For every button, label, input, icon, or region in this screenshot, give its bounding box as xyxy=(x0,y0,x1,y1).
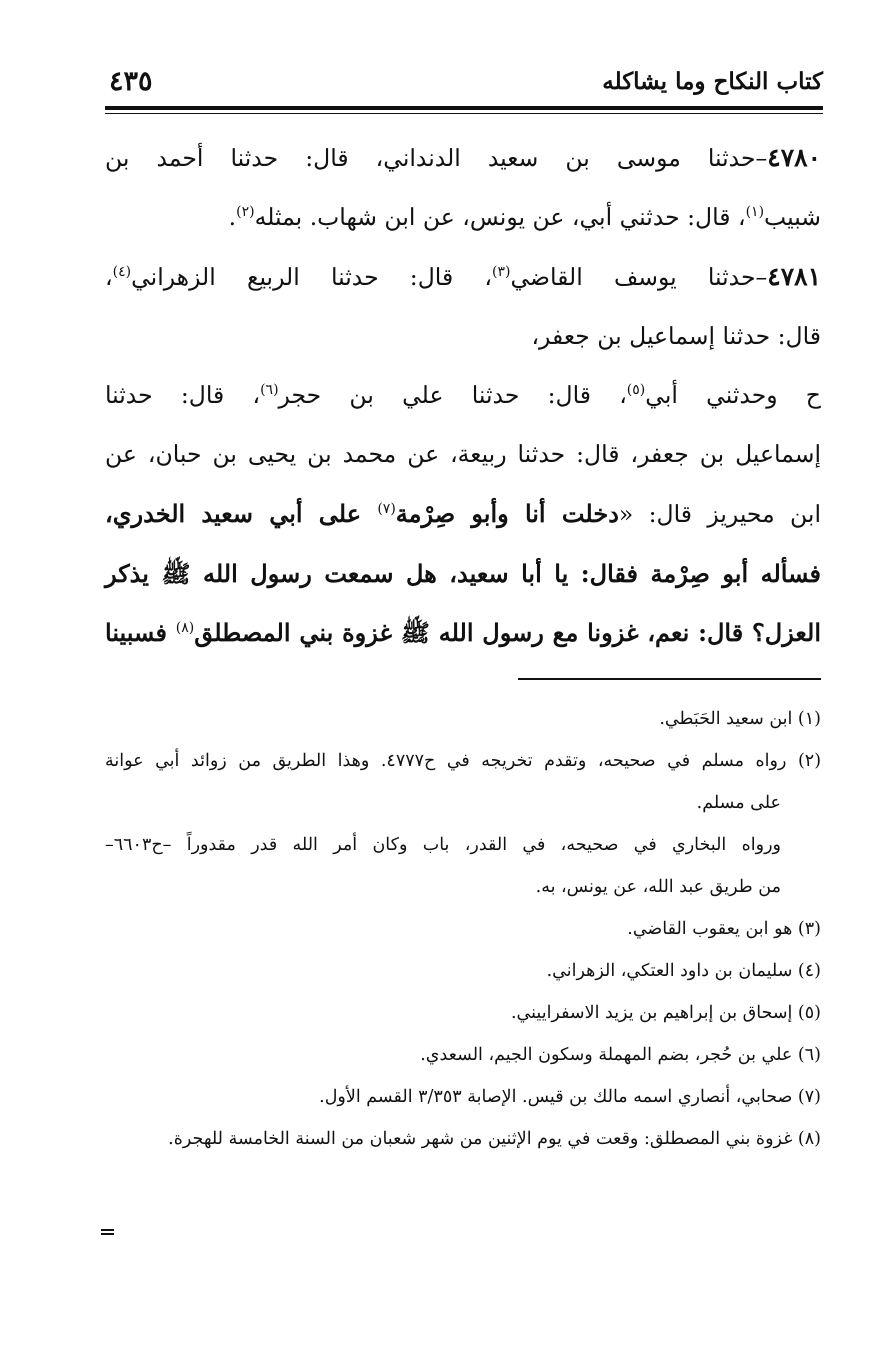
text-line-3 xyxy=(105,247,821,307)
page-end-mark xyxy=(101,1229,114,1235)
text-line-5 xyxy=(105,366,821,425)
text-line-4: قال: حدثنا إسماعيل بن جعفر، xyxy=(531,322,821,350)
page-header xyxy=(105,66,823,106)
text-line-1 xyxy=(105,128,821,188)
text-line-6: إسماعيل بن جعفر، قال: حدثنا ربيعة، عن محمد بن يحيى بن حبان، عن xyxy=(105,440,821,468)
footnote-separator xyxy=(518,678,821,680)
text-segment: ابن محيريز قال: « xyxy=(618,500,822,528)
footnotes xyxy=(105,698,821,1160)
footnote-3: (٣) هو ابن يعقوب القاضي. xyxy=(627,919,821,939)
footnote-ref: (٤) xyxy=(112,264,132,280)
text-segment: . xyxy=(228,203,237,231)
page-number: ٤٣٥ xyxy=(109,66,153,97)
text-segment: ، قال: حدثنا xyxy=(105,381,261,409)
footnote-5: (٥) إسحاق بن إبراهيم بن يزيد الاسفراييني. xyxy=(510,1003,821,1023)
footnote-4: (٤) سليمان بن داود العتكي، الزهراني. xyxy=(546,961,821,981)
text-segment: –حدثنا موسى بن سعيد الدنداني، قال: حدثنا أحمد بن xyxy=(105,144,768,172)
footnote-2-paragraph: ورواه البخاري في صحيحه، في القدر، باب وكان أمر الله قدر مقدوراً –ح٦٦٠٣– xyxy=(105,835,781,855)
text-segment: –حدثنا يوسف القاضي xyxy=(510,263,768,291)
footnote-ref: (٧) xyxy=(377,501,396,517)
footnote-8: (٨) غزوة بني المصطلق: وقعت في يوم الإثنين من شهر شعبان من السنة الخامسة للهجرة. xyxy=(168,1129,821,1149)
text-segment: ، قال: حدثنا علي بن حجر xyxy=(278,381,627,409)
running-title: كتاب النكاح وما يشاكله xyxy=(602,68,823,95)
hadith-number-4780: ٤٧٨٠ xyxy=(767,143,821,172)
footnote-1: (١) ابن سعيد الحَبَطي. xyxy=(659,709,821,729)
text-segment: ، قال: حدثني أبي، عن يونس، عن ابن شهاب. بمثله xyxy=(254,203,746,231)
text-segment: ، xyxy=(105,263,113,291)
text-line-9 xyxy=(105,603,821,663)
footnote-ref: (٣) xyxy=(492,264,511,280)
footnote-2-paragraph-continued: من طريق عبد الله، عن يونس، به. xyxy=(535,877,781,897)
header-rule-thick xyxy=(105,106,823,110)
footnote-ref: (٥) xyxy=(626,382,646,398)
footnote-ref: (٦) xyxy=(260,382,279,398)
bold-text-segment: فسبينا xyxy=(105,618,176,647)
footnote-2-continued: على مسلم. xyxy=(696,793,781,813)
text-line-8: فسأله أبو صِرْمة فقال: يا أبا سعيد، هل سمعت رسول الله ﷺ يذكر xyxy=(105,559,821,588)
hadith-number-4781: ٤٧٨١ xyxy=(767,262,821,291)
text-line-7 xyxy=(105,484,821,544)
main-text xyxy=(105,128,821,663)
bold-text-segment: على أبي سعيد الخدري، xyxy=(105,499,378,528)
text-segment: ، قال: حدثنا الربيع الزهراني xyxy=(131,263,492,291)
text-segment: شبيب xyxy=(764,203,821,231)
text-line-2 xyxy=(105,188,821,247)
footnote-ref: (٨) xyxy=(175,620,195,636)
footnote-ref: (١) xyxy=(745,204,765,220)
text-segment: ح وحدثني أبي xyxy=(645,381,821,409)
footnote-6: (٦) علي بن حُجر، بضم المهملة وسكون الجيم، السعدي. xyxy=(420,1045,821,1065)
footnote-2: (٢) رواه مسلم في صحيحه، وتقدم تخريجه في ح٤٧٧٧. وهذا الطريق من زوائد أبي عوانة xyxy=(105,751,822,771)
bold-text-segment: العزل؟ قال: نعم، غزونا مع رسول الله ﷺ غزوة بني المصطلق xyxy=(194,618,821,647)
bold-text-segment: دخلت أنا وأبو صِرْمة xyxy=(395,499,619,528)
header-rule-thin xyxy=(105,113,823,114)
footnote-ref: (٢) xyxy=(236,204,255,220)
footnote-7: (٧) صحابي، أنصاري اسمه مالك بن قيس. الإصابة ٣/٣٥٣ القسم الأول. xyxy=(319,1087,821,1107)
